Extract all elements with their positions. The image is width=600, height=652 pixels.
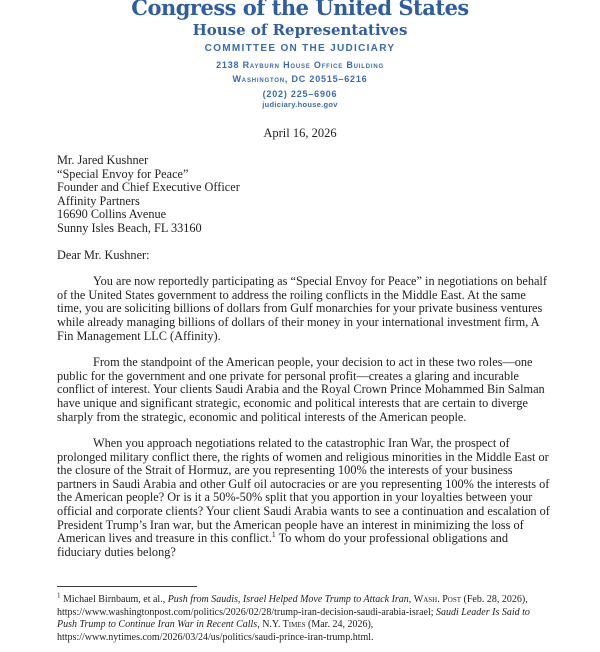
- paragraph-3-text: When you approach negotiations related to the catastrophic Iran War, the prospect of prolonged military conflict there, the rights of women and religious minorities in the Middle East or the closure of the Strait of Hormuz, are you representing 100% the interests of your business partners in Saudi Arabia and other Gulf oil autocracies or are you representing 100% the interests of the American people? Or is it a 50%-50% split that you apportion in your loyalties between your official and corporate clients? Your client Saudi Arabia wants to see a continuation and escalation of President Trump’s Iran war, but the American people have an interest in minimizing the loss of American lives and treasure in this conflict.: [57, 436, 550, 546]
- footnote-article-title-1: Push from Saudis, Israel Helped Move Trump to Attack Iran: [167, 594, 409, 605]
- letterhead-city-zip: Washington, DC 20515–6216: [232, 74, 368, 84]
- footnote-reference-1: 1: [271, 530, 276, 540]
- footnote-publication-1: Wash. Post: [413, 594, 462, 605]
- recipient-street: 16690 Collins Avenue: [57, 207, 167, 222]
- letterhead-website: judiciary.house.gov: [262, 100, 338, 109]
- committee-name: COMMITTEE ON THE JUDICIARY: [204, 43, 396, 54]
- letterhead-building-address: 2138 Rayburn House Office Building: [216, 60, 384, 70]
- footnote-url-1: (Feb. 28, 2026), https://www.washingtonpost.com/politics/2026/02/28/trump-iran-decision-saudi-arabia-israel;: [57, 594, 528, 618]
- footnote-separator-rule: [57, 586, 197, 587]
- footnote-marker: 1: [57, 591, 61, 600]
- footnote-block: [57, 586, 550, 644]
- recipient-role-quoted: “Special Envoy for Peace”: [57, 166, 189, 181]
- footnote-separator-text: ,: [408, 594, 414, 605]
- footnote-url-2: (Mar. 24, 2026), https://www.nytimes.com/2026/03/24/us/politics/saudi-prince-iran-trump.html.: [57, 619, 374, 643]
- paragraph-3-text-after-ref: To whom do your professional obligations and fiduciary duties belong?: [57, 531, 508, 559]
- recipient-company: Affinity Partners: [57, 193, 140, 208]
- recipient-title: Founder and Chief Executive Officer: [57, 180, 240, 195]
- recipient-name: Mr. Jared Kushner: [57, 153, 149, 167]
- letter-date: April 16, 2026: [263, 126, 337, 140]
- salutation: Dear Mr. Kushner:: [57, 247, 150, 262]
- paragraph-3: [57, 437, 552, 559]
- congress-title: Congress of the United States: [131, 0, 469, 20]
- paragraph-1: You are now reportedly participating as “Special Envoy for Peace” in negotiations on behalf of the United States government to address the roiling conflicts in the Middle East. At the same time, you are soliciting billions of dollars from Gulf monarchies for your private business ventures while already managing billions of dollars of their money in your international investment firm, A Fin Management LLC (Affinity).: [57, 274, 547, 343]
- recipient-city-state-zip: Sunny Isles Beach, FL 33160: [57, 220, 202, 235]
- footnote-citation-authors: Michael Birnbaum, et al.,: [60, 594, 168, 605]
- footnote-publication-2: N.Y. Times: [262, 619, 306, 631]
- letterhead-phone: (202) 225–6906: [262, 89, 338, 99]
- paragraph-2: From the standpoint of the American people, your decision to act in these two roles—one public for the government and one private for personal profit—creates a glaring and incurable conflict of interest. Your clients Saudi Arabia and the Royal Crown Prince Mohammed Bin Salman have unique and significant strategic, economic and political interests that are certain to diverge sharply from the strategic, economic and political interests of the American people.: [57, 355, 545, 424]
- recipient-address-block: [57, 154, 552, 236]
- letter-body: [57, 275, 552, 559]
- footnote-article-title-2: Saudi Leader Is Said to Push Trump to Continue Iran War in Recent Calls: [57, 606, 530, 631]
- house-title: House of Representatives: [192, 21, 408, 39]
- footnote-1: [57, 591, 550, 644]
- footnote-separator-text-2: ,: [257, 619, 263, 631]
- letterhead: [0, 0, 600, 109]
